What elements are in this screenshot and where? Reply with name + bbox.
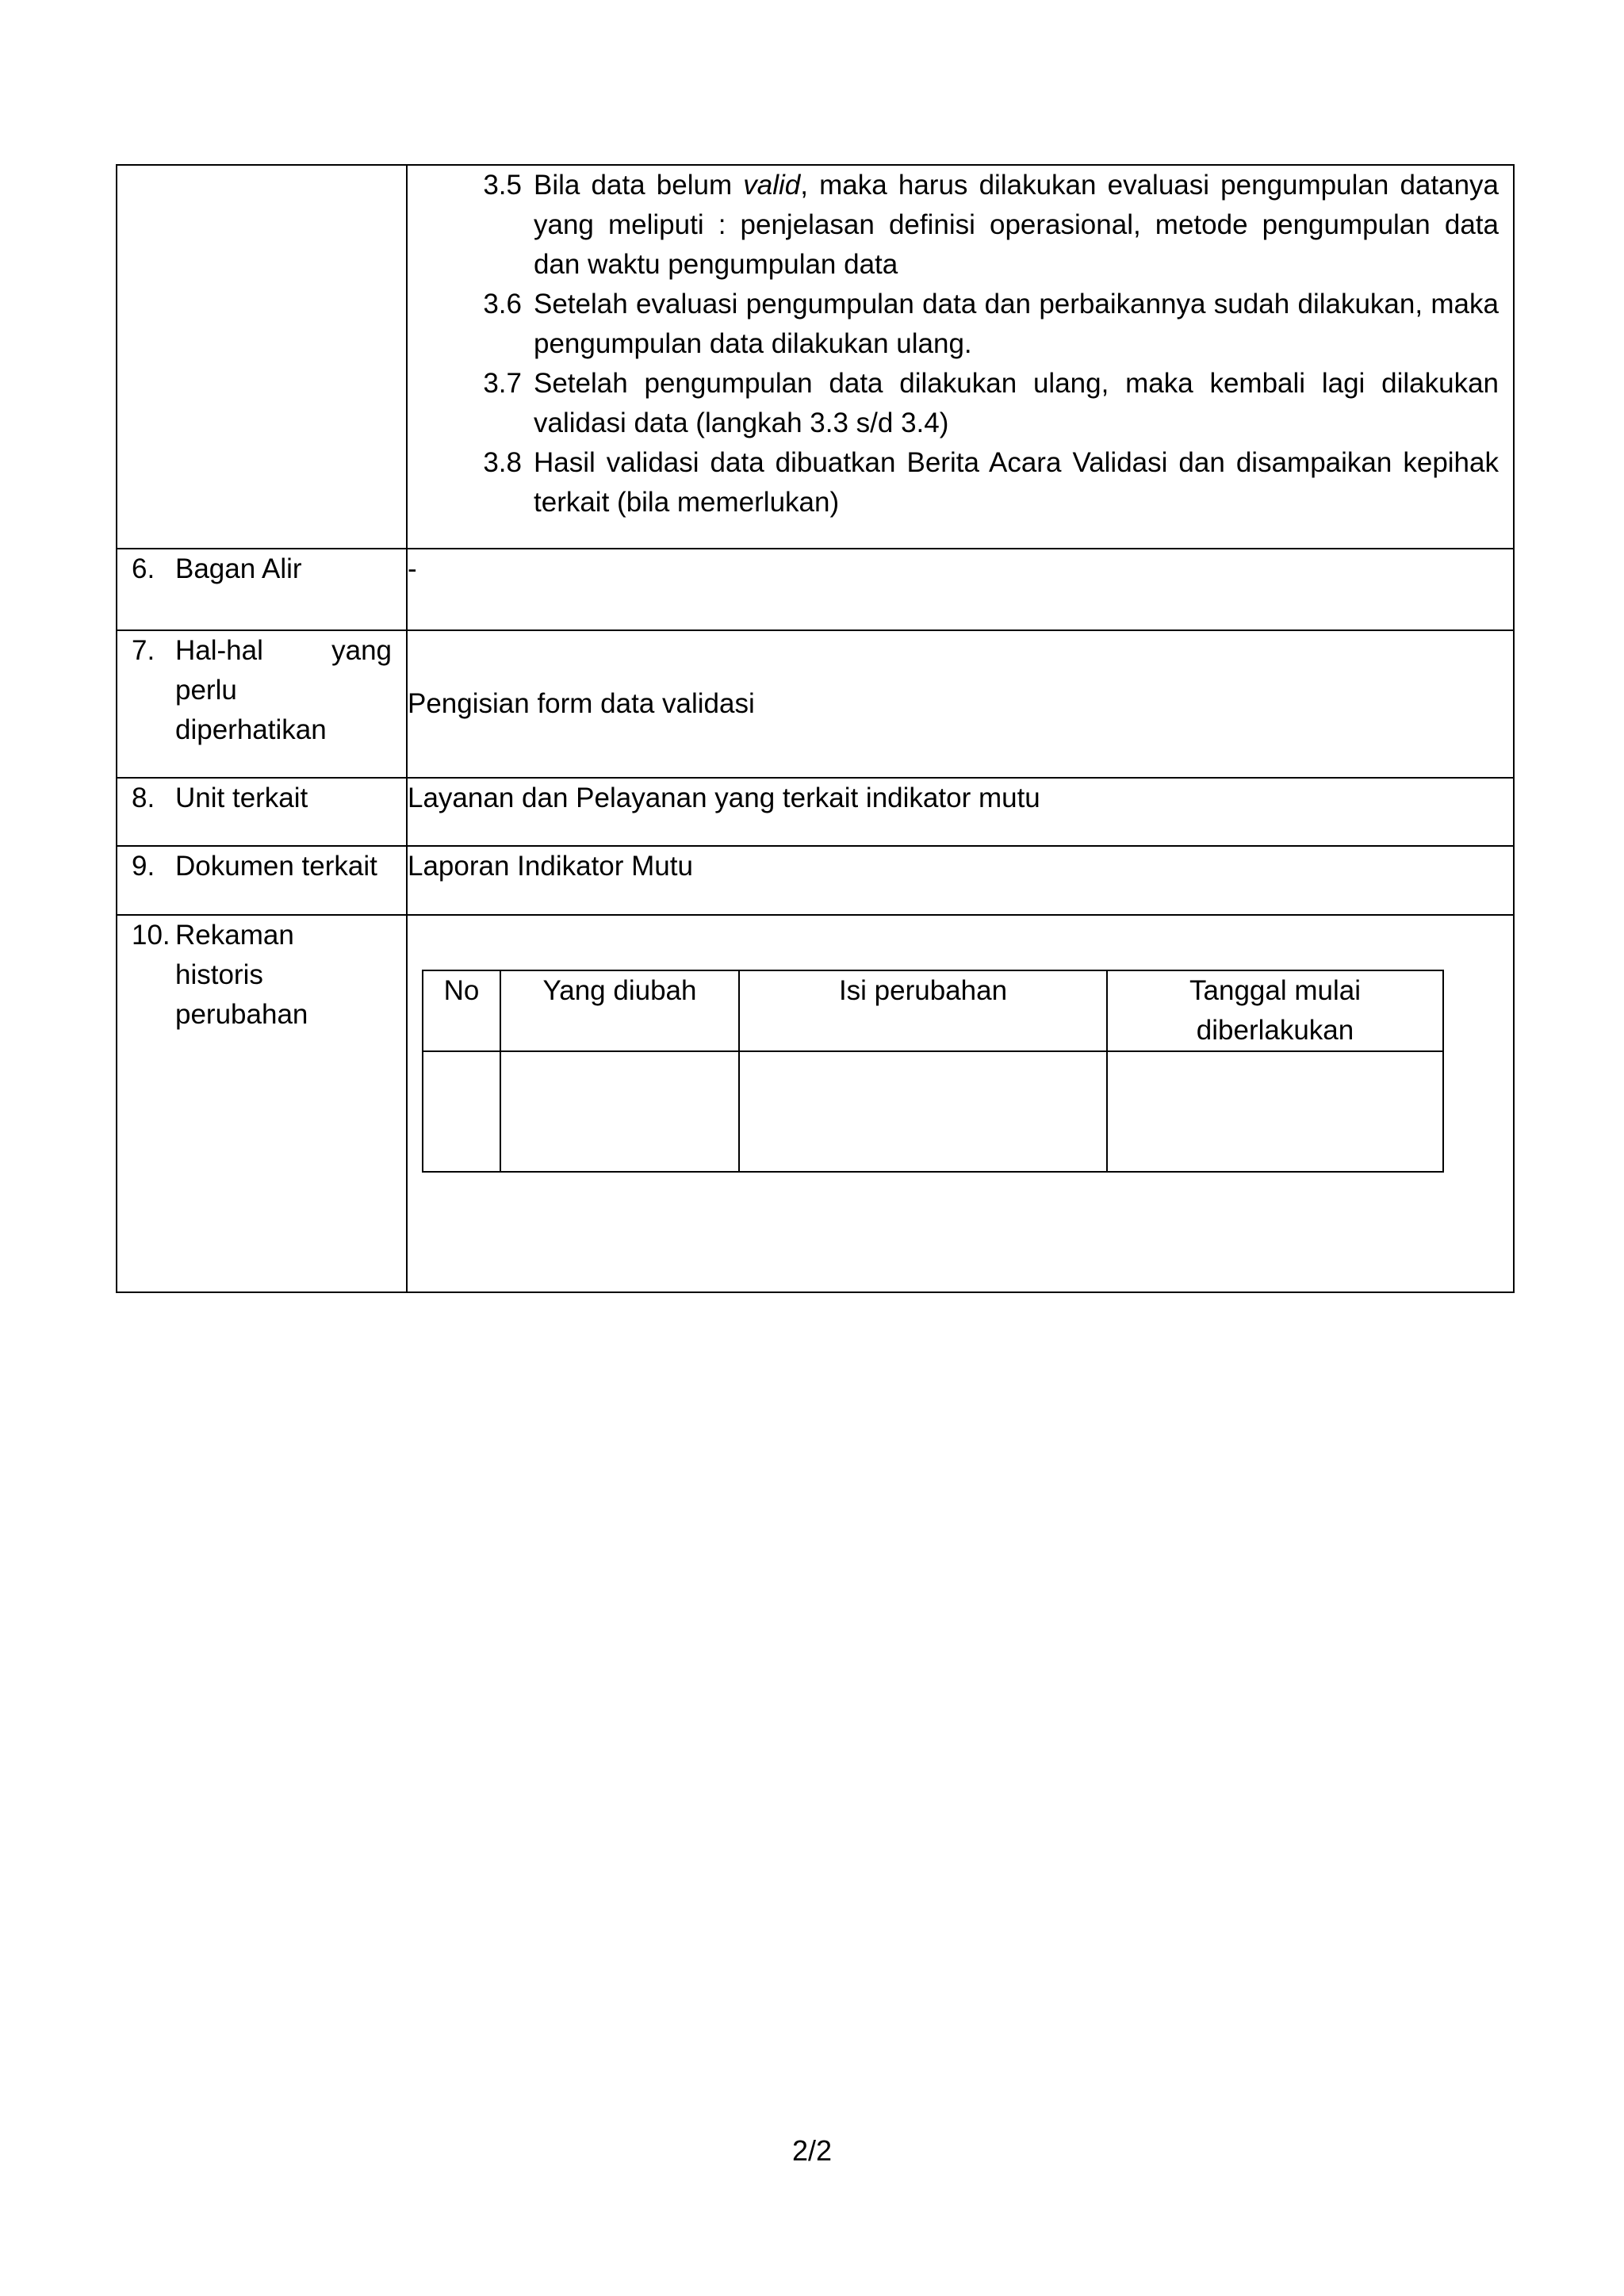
header-no: No — [423, 970, 500, 1051]
value-cell: Layanan dan Pelayanan yang terkait indikator mutu — [407, 778, 1514, 846]
empty-label-cell — [117, 165, 407, 549]
header-isi-perubahan: Isi perubahan — [739, 970, 1107, 1051]
row-number: 8. — [132, 783, 155, 813]
value-cell: - — [407, 549, 1514, 630]
history-table — [422, 970, 1444, 1173]
row-number: 9. — [132, 851, 155, 882]
history-cell — [407, 915, 1514, 1292]
label-cell — [117, 778, 407, 846]
value-cell: Pengisian form data validasi — [407, 630, 1514, 778]
table-cell — [1107, 1051, 1443, 1172]
step-number: 3.6 — [483, 289, 522, 320]
step-number: 3.7 — [483, 368, 522, 399]
row-label: Unit terkait — [175, 783, 308, 813]
step-text: Hasil validasi data dibuatkan Berita Acara Validasi dan disampaikan kepihak terkait (bila memerlukan) — [534, 447, 1499, 518]
page-number: 2/2 — [791, 2134, 833, 2167]
table-cell — [739, 1051, 1107, 1172]
row-label: Hal-hal yang perlu diperhatikan — [175, 635, 392, 745]
table-cell — [423, 1051, 500, 1172]
row-hal-hal — [117, 630, 1514, 778]
row-unit-terkait — [117, 778, 1514, 846]
label-cell — [117, 630, 407, 778]
row-label: Bagan Alir — [175, 553, 302, 584]
label-cell — [117, 549, 407, 630]
header-tanggal: Tanggal mulai diberlakukan — [1107, 970, 1443, 1051]
row-label: Dokumen terkait — [175, 851, 377, 882]
step-item — [408, 166, 1499, 285]
step-item — [408, 285, 1499, 364]
step-text: Setelah pengumpulan data dilakukan ulang, maka kembali lagi dilakukan validasi data (langkah 3.3 s/d 3.4) — [534, 368, 1499, 438]
row-label: Rekaman historis perubahan — [175, 920, 308, 1030]
history-header-row — [423, 970, 1443, 1051]
value-cell: Laporan Indikator Mutu — [407, 846, 1514, 915]
history-empty-row — [423, 1051, 1443, 1172]
step-text: Setelah evaluasi pengumpulan data dan perbaikannya sudah dilakukan, maka pengumpulan data dilakukan ulang. — [534, 289, 1499, 359]
row-number: 7. — [132, 635, 155, 666]
procedure-steps-cell — [407, 165, 1514, 549]
sop-table — [116, 164, 1515, 1293]
row-dokumen-terkait — [117, 846, 1514, 915]
label-cell — [117, 915, 407, 1292]
row-number: 10. — [132, 920, 170, 951]
table-cell — [500, 1051, 739, 1172]
step-item — [408, 364, 1499, 443]
procedure-continuation-row — [117, 165, 1514, 549]
step-number: 3.8 — [483, 447, 522, 478]
step-item — [408, 443, 1499, 522]
step-text: Bila data belum valid, maka harus dilakukan evaluasi pengumpulan datanya yang meliputi : penjelasan definisi operasional, metode pengumpulan data dan waktu pengumpulan data — [534, 170, 1500, 280]
row-bagan-alir — [117, 549, 1514, 630]
procedure-steps-list — [408, 166, 1513, 522]
label-cell — [117, 846, 407, 915]
row-number: 6. — [132, 553, 155, 584]
row-rekaman — [117, 915, 1514, 1292]
step-number: 3.5 — [483, 170, 522, 201]
header-yang-diubah: Yang diubah — [500, 970, 739, 1051]
